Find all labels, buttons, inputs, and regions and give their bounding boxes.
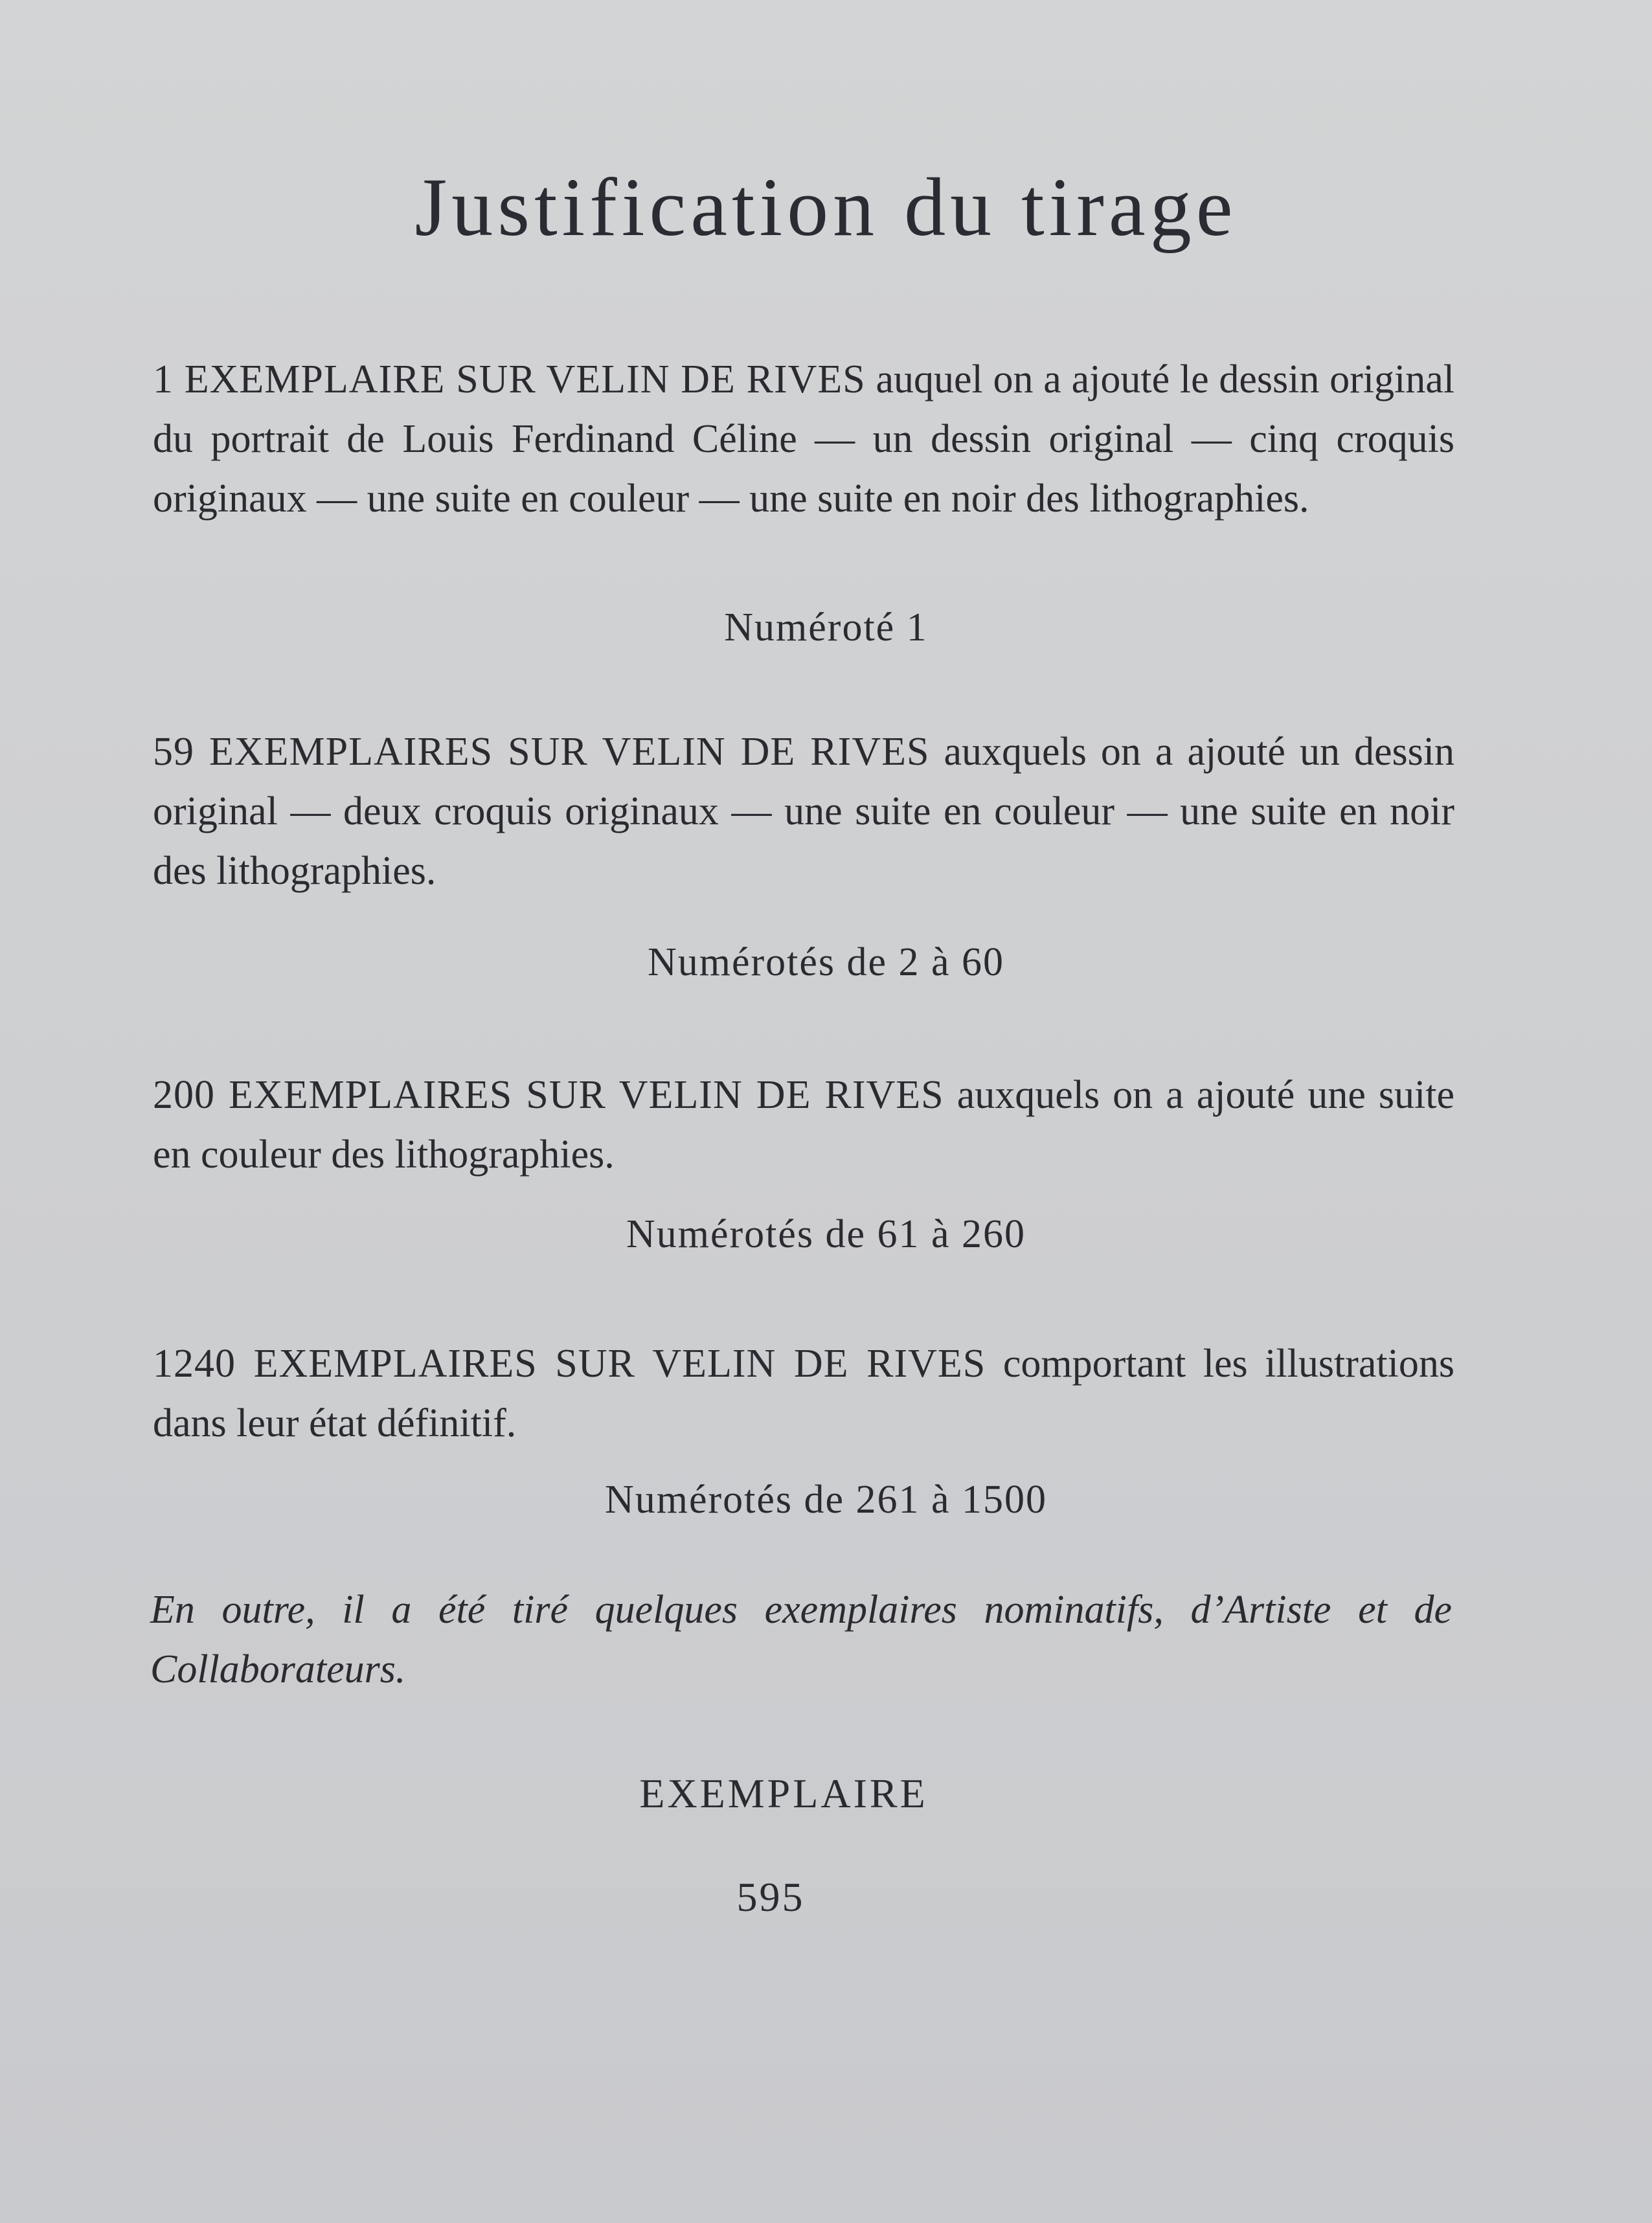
edition-numbering-3: Numérotés de 61 à 260: [626, 1212, 1026, 1256]
edition-entry-4: [153, 1334, 1454, 1453]
edition-entry-1: [153, 350, 1454, 528]
page-title: Justification du tirage: [414, 161, 1238, 253]
edition-numbering-2: Numérotés de 2 à 60: [647, 940, 1005, 984]
copy-label: EXEMPLAIRE: [639, 1770, 928, 1816]
edition-lead: 59 EXEMPLAIRES SUR VELIN DE RIVES: [153, 730, 930, 774]
edition-entry-3: [153, 1065, 1454, 1184]
edition-entry-2: [153, 722, 1454, 901]
edition-text: auxquels on a ajouté un dessin original — deux croquis originaux — une suite en couleur — une suite en noir des lithographies.: [153, 730, 1454, 893]
edition-text: auquel on a ajouté le dessin original du portrait de Louis Ferdinand Céline — un dessin original — cinq croquis originaux — une suite en couleur — une suite en noir des lithographies.: [153, 357, 1454, 521]
edition-lead: 1240 EXEMPLAIRES SUR VELIN DE RIVES: [153, 1342, 986, 1386]
edition-lead: 1 EXEMPLAIRE SUR VELIN DE RIVES: [153, 357, 866, 401]
edition-numbering-4: Numérotés de 261 à 1500: [604, 1478, 1048, 1522]
edition-numbering-1: Numéroté 1: [724, 605, 928, 649]
edition-lead: 200 EXEMPLAIRES SUR VELIN DE RIVES: [153, 1073, 944, 1117]
additional-copies-note: En outre, il a été tiré quelques exemplaires nominatifs, d’Artiste et de Collaborateurs.: [150, 1588, 1452, 1691]
edition-text: auxquels on a ajouté une suite en couleur des lithographies.: [153, 1073, 1454, 1177]
copy-number: 595: [736, 1874, 805, 1920]
edition-text: comportant les illustrations dans leur état définitif.: [153, 1342, 1454, 1445]
